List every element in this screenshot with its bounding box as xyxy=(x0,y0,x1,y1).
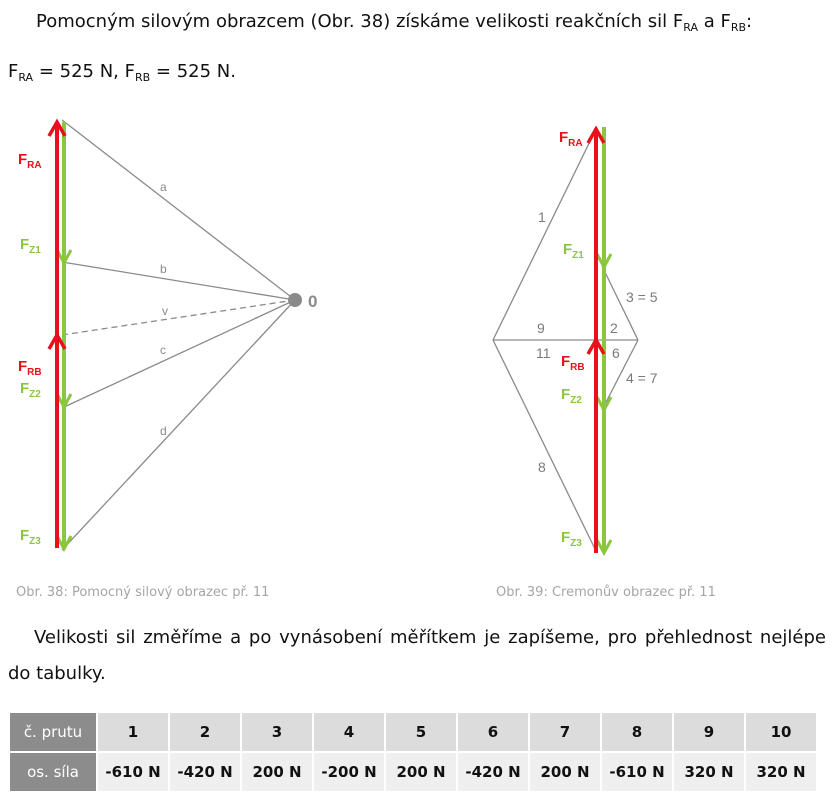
label-fz2-38: $F_{Z2}$ xyxy=(20,380,41,400)
table-cell: 200 N xyxy=(241,752,313,792)
intro-and: a F xyxy=(697,11,731,32)
ray-c-label: c xyxy=(160,343,166,357)
ray-b-label: b xyxy=(160,262,167,276)
result-value-b: = 525 N. xyxy=(150,61,236,82)
table-cell: -420 N xyxy=(169,752,241,792)
table-cell: 5 xyxy=(385,712,457,752)
member-35-label: 3 = 5 xyxy=(626,289,658,305)
table-cell: 2 xyxy=(169,712,241,752)
result-sub-ra: RA xyxy=(18,71,34,84)
table-cell: -200 N xyxy=(313,752,385,792)
label-fra-39: $F_{RA}$ xyxy=(559,129,583,149)
figure-39 xyxy=(493,127,658,553)
member-47-label: 4 = 7 xyxy=(626,370,658,386)
label-fz3-39: $F_{Z3}$ xyxy=(561,529,582,549)
table-cell: 200 N xyxy=(529,752,601,792)
table-cell: 200 N xyxy=(385,752,457,792)
label-fz1-38: $F_{Z1}$ xyxy=(20,236,41,256)
label-fz3-38: $F_{Z3}$ xyxy=(20,527,41,547)
table-cell: 1 xyxy=(97,712,169,752)
paragraph-2-text: Velikosti sil změříme a po vynásobení měřítkem je zapíšeme, pro přehlednost nejlépe do tabulky. xyxy=(8,627,826,684)
table-cell: 10 xyxy=(745,712,817,752)
result-sub-rb: RB xyxy=(134,71,151,84)
table-cell: 4 xyxy=(313,712,385,752)
forces-table xyxy=(8,711,818,793)
table-cell: 7 xyxy=(529,712,601,752)
result-value-a: = 525 N, F xyxy=(33,61,135,82)
pole-point xyxy=(288,293,302,307)
ray-b xyxy=(62,262,295,300)
table-cell: 6 xyxy=(457,712,529,752)
row-header-force: os. síla xyxy=(9,752,97,792)
ray-d xyxy=(62,300,295,550)
intro-text: Pomocným silovým obrazcem (Obr. 38) získáme velikosti reakčních sil F xyxy=(36,11,684,32)
figure-38 xyxy=(18,120,317,550)
member-1-label: 1 xyxy=(538,209,546,225)
figure-38-caption: Obr. 38: Pomocný silový obrazec př. 11 xyxy=(16,585,270,600)
table-cell: 320 N xyxy=(673,752,745,792)
label-fz1-39: $F_{Z1}$ xyxy=(563,241,584,261)
member-11-label: 11 xyxy=(536,345,551,361)
table-cell: 9 xyxy=(673,712,745,752)
ray-c xyxy=(62,300,295,408)
member-2-label: 2 xyxy=(610,320,618,336)
ray-v xyxy=(62,300,295,335)
label-fz2-39: $F_{Z2}$ xyxy=(561,386,582,406)
label-frb-39: $F_{RB}$ xyxy=(561,353,585,373)
member-6-label: 6 xyxy=(612,345,620,361)
result-f: F xyxy=(8,61,19,82)
member-9-label: 9 xyxy=(537,320,545,336)
pole-label: 0 xyxy=(308,292,318,311)
label-frb-38: $F_{RB}$ xyxy=(18,358,42,378)
table-cell: 320 N xyxy=(745,752,817,792)
member-8-label: 8 xyxy=(538,459,546,475)
table-cell: 8 xyxy=(601,712,673,752)
ray-v-label: v xyxy=(162,304,168,318)
member-1 xyxy=(493,127,597,340)
intro-sub-rb: RB xyxy=(730,21,747,34)
intro-colon: : xyxy=(746,11,753,32)
table-row xyxy=(9,752,817,792)
paragraph-2 xyxy=(8,620,826,692)
table-header-row xyxy=(9,712,817,752)
ray-a-label: a xyxy=(160,180,167,194)
table-cell: -610 N xyxy=(97,752,169,792)
ray-a xyxy=(62,120,295,300)
table-cell: -420 N xyxy=(457,752,529,792)
row-header-member: č. prutu xyxy=(9,712,97,752)
table-cell: 3 xyxy=(241,712,313,752)
intro-sub-ra: RA xyxy=(683,21,698,34)
label-fra-38: $F_{RA}$ xyxy=(18,151,42,171)
figure-39-caption: Obr. 39: Cremonův obrazec př. 11 xyxy=(496,585,716,600)
ray-d-label: d xyxy=(160,424,167,438)
table-cell: -610 N xyxy=(601,752,673,792)
